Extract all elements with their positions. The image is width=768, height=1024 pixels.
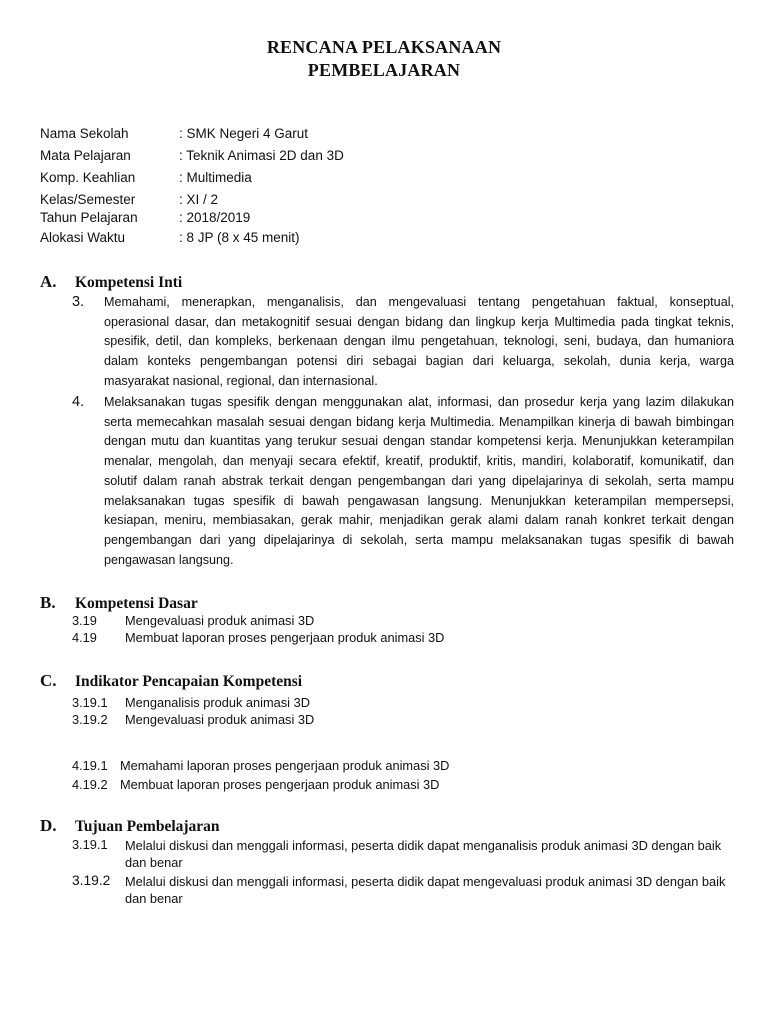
identity-label: Kelas/Semester	[40, 192, 136, 207]
indicator-number: 3.19.2	[72, 712, 108, 727]
identity-value: : 8 JP (8 x 45 menit)	[179, 230, 300, 245]
kd-number: 3.19	[72, 613, 97, 628]
identity-label: Alokasi Waktu	[40, 230, 126, 245]
identity-value: : SMK Negeri 4 Garut	[179, 126, 309, 141]
section-a-title: Kompetensi Inti	[75, 274, 183, 291]
indicator-number: 3.19.1	[72, 695, 108, 710]
section-b-title: Kompetensi Dasar	[75, 595, 198, 612]
kd-text: Mengevaluasi produk animasi 3D	[125, 613, 315, 628]
section-c-title: Indikator Pencapaian Kompetensi	[75, 673, 303, 690]
kd-item	[0, 630, 768, 648]
indicator-number: 4.19.2	[72, 777, 108, 792]
indicator-number: 4.19.1	[72, 758, 108, 773]
identity-label: Tahun Pelajaran	[40, 210, 138, 225]
document-title-line2: PEMBELAJARAN	[307, 60, 461, 80]
section-c-letter: C.	[40, 671, 57, 690]
kd-text: Membuat laporan proses pengerjaan produk animasi 3D	[125, 630, 445, 645]
ki-text: Memahami, menerapkan, menganalisis, dan mengevaluasi tentang pengetahuan faktual, konseptual, operasional dasar, dan metakognitif sesuai dengan bidang dan lingkup kerja Multimedia pada tingkat teknis, spesifik, detil, dan kompleks, berkenaan dengan ilmu pengetahuan, teknologi, seni, budaya, dan humaniora dalam konteks pengembangan potensi diri sebagai bagian dari keluarga, sekolah, dunia kerja, warga masyarakat nasional, regional, dan internasional.	[104, 295, 734, 388]
ki-number: 3.	[72, 294, 85, 310]
ki-text: Melaksanakan tugas spesifik dengan menggunakan alat, informasi, dan prosedur kerja yang lazim dilakukan serta memecahkan masalah sesuai dengan bidang kerja Multimedia. Menampilkan kinerja di bawah bimbingan dengan mutu dan kuantitas yang terukur sesuai dengan standar kompetensi kerja. Menunjukkan keterampilan menalar, mengolah, dan menyaji secara efektif, kreatif, produktif, kritis, mandiri, kolaboratif, komunikatif, dan solutif dalam ranah abstrak terkait dengan pengembangan dari yang dipelajarinya di sekolah, serta mampu melaksanakan tugas spesifik di bawah pengawasan langsung. Menunjukkan keterampilan mempersepsi, kesiapan, meniru, membiasakan, gerak mahir, menjadikan gerak alami dalam ranah konkret terkait dengan pengembangan dari yang dipelajarinya di sekolah, serta mampu melaksanakan tugas spesifik di bawah pengawasan langsung.	[104, 395, 734, 567]
indicator-item	[0, 758, 768, 776]
identity-label: Komp. Keahlian	[40, 170, 136, 185]
identity-value: : Multimedia	[179, 170, 252, 185]
document-title-line1: RENCANA PELAKSANAAN	[266, 37, 502, 57]
identity-value: : Teknik Animasi 2D dan 3D	[179, 148, 344, 163]
indicator-text: Mengevaluasi produk animasi 3D	[125, 712, 315, 727]
kd-item	[0, 613, 768, 631]
objective-number: 3.19.2	[72, 873, 111, 888]
identity-value: : XI / 2	[179, 192, 219, 207]
indicator-item	[0, 712, 768, 730]
objective-text: Melalui diskusi dan menggali informasi, peserta didik dapat menganalisis produk animasi 3D dengan baik dan benar	[125, 838, 722, 870]
identity-label: Nama Sekolah	[40, 126, 129, 141]
indicator-text: Memahami laporan proses pengerjaan produk animasi 3D	[120, 758, 450, 773]
objective-number: 3.19.1	[72, 837, 108, 852]
indicator-text: Membuat laporan proses pengerjaan produk animasi 3D	[120, 777, 440, 792]
ki-number: 4.	[72, 394, 85, 410]
section-b-letter: B.	[40, 593, 56, 612]
indicator-item	[0, 777, 768, 795]
section-d-letter: D.	[40, 816, 57, 835]
indicator-item	[0, 695, 768, 713]
objective-text: Melalui diskusi dan menggali informasi, peserta didik dapat mengevaluasi produk animasi 3D dengan baik dan benar	[125, 874, 726, 906]
section-d-title: Tujuan Pembelajaran	[75, 818, 220, 835]
indicator-text: Menganalisis produk animasi 3D	[125, 695, 310, 710]
section-a-letter: A.	[40, 272, 57, 291]
identity-label: Mata Pelajaran	[40, 148, 131, 163]
identity-value: : 2018/2019	[179, 210, 251, 225]
kd-number: 4.19	[72, 630, 97, 645]
